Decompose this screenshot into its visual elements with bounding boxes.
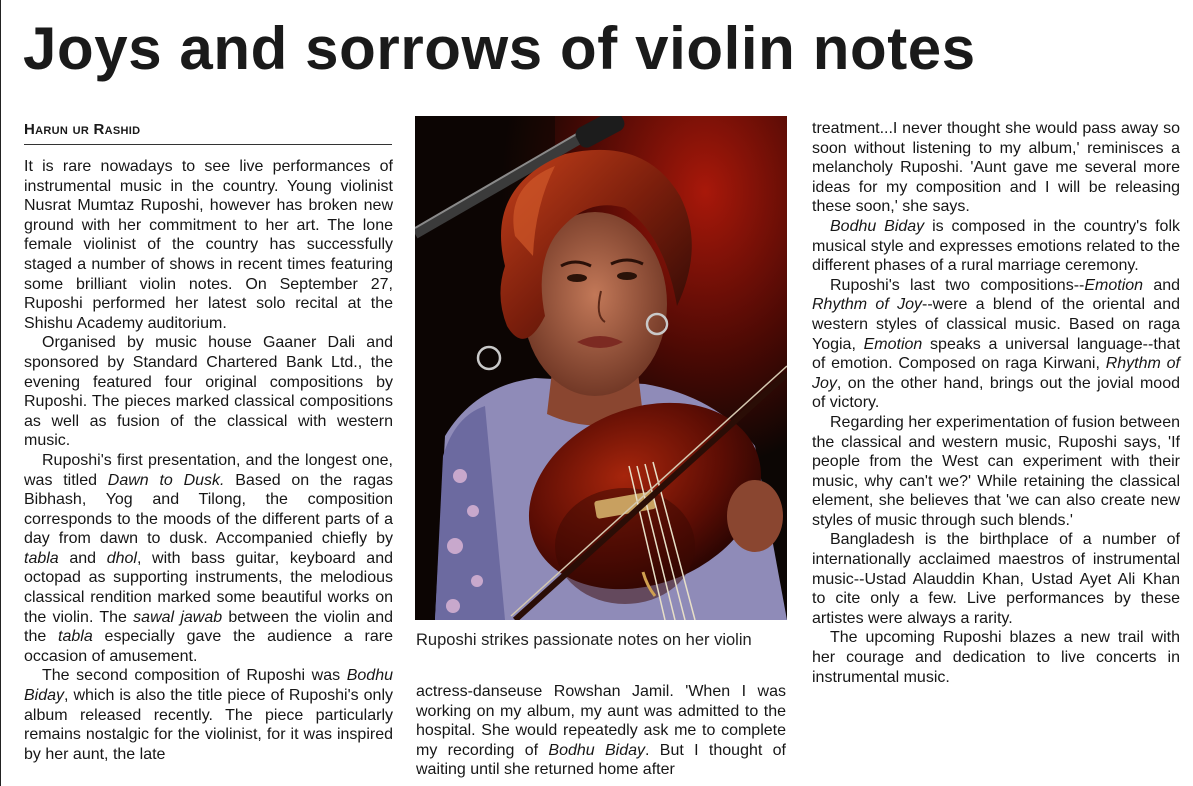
- paragraph: The upcoming Ruposhi blazes a new trail with her courage and dedication to live concerts in instrumental music.: [812, 629, 1180, 686]
- photo-caption: Ruposhi strikes passionate notes on her violin: [416, 631, 752, 649]
- performer-photo: [415, 116, 787, 620]
- column-2-continuation: [416, 682, 786, 780]
- paragraph: Regarding her experimentation of fusion between the classical and western music, Ruposhi says, 'If people from the West can experiment with their music, why can't we?' While retaining the classical element, she believes that 'we can also create new styles of music through such blends.': [812, 413, 1180, 529]
- paragraph: It is rare nowadays to see live performances of instrumental music in the country. Young violinist Nusrat Mumtaz Ruposhi, however has broken new ground with her commitment to her art. The lone female violinist of the country has successfully staged a number of shows in recent times featuring some brilliant violin notes. On September 27, Ruposhi performed her latest solo recital at the Shishu Academy auditorium.: [24, 158, 393, 332]
- paragraph: Bodhu Biday is composed in the country's folk musical style and expresses emotions related to the different phases of a rural marriage ceremony.: [812, 217, 1181, 275]
- paragraph: Bangladesh is the birthplace of a number of internationally acclaimed maestros of instrumental music--Ustad Alauddin Khan, Ustad Ayet Ali Khan to cite only a few. Live performances by these artistes were always a rarity.: [812, 531, 1180, 627]
- paragraph: treatment...I never thought she would pass away so soon without listening to my album,' reminisces a melancholy Ruposhi. 'Aunt gave me several more ideas for my composition and I will be releasing these soon,' she says.: [812, 120, 1180, 216]
- paragraph: actress-danseuse Rowshan Jamil. 'When I was working on my album, my aunt was admitted to the hospital. She would repeatedly ask me to complete my recording of Bodhu Biday. But I thought of waiting until she returned home after: [416, 683, 786, 779]
- paragraph: Ruposhi's last two compositions--Emotion and Rhythm of Joy--were a blend of the oriental and western styles of classical music. Based on raga Yogia, Emotion speaks a universal language--that of emotion. Composed on raga Kirwani, Rhythm of Joy, on the other hand, brings out the jovial mood of victory.: [812, 276, 1181, 412]
- paragraph: Ruposhi's first presentation, and the longest one, was titled Dawn to Dusk. Based on the ragas Bibhash, Yog and Tilong, the composition corresponds to the moods of the different parts of a day from dawn to dusk. Accompanied chiefly by tabla and dhol, with bass guitar, keyboard and octopad as supporting instruments, the melodious classical rendition marked some beautiful works on the violin. The sawal jawab between the violin and the tabla especially gave the audience a rare occasion of amusement.: [24, 451, 394, 665]
- page-left-rule: [0, 0, 1, 786]
- column-1: [24, 157, 393, 764]
- byline: Harun ur Rashid: [24, 120, 392, 145]
- headline: Joys and sorrows of violin notes: [23, 15, 976, 82]
- paragraph: The second composition of Ruposhi was Bodhu Biday, which is also the title piece of Ruposhi's only album released recently. The piece particularly remains nostalgic for the violinist, for it was inspired by her aunt, the late: [24, 667, 393, 763]
- column-3: [812, 119, 1180, 687]
- paragraph: Organised by music house Gaaner Dali and sponsored by Standard Chartered Bank Ltd., the evening featured four original compositions by Ruposhi. The pieces marked classical compositions as well as fusion of the classical with western music.: [24, 334, 393, 450]
